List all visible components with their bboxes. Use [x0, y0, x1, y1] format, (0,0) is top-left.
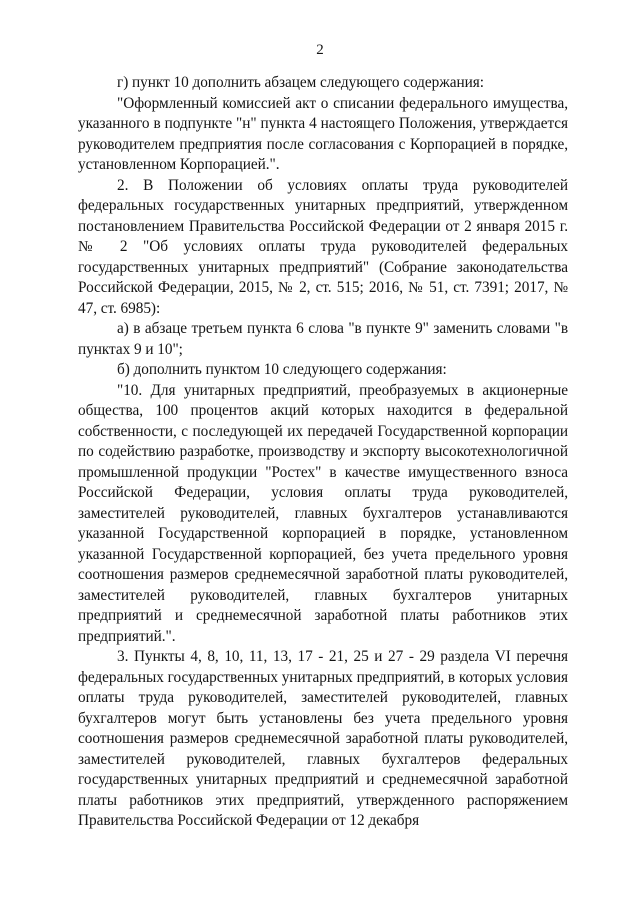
paragraph-section-2: 2. В Положении об условиях оплаты труда руководителей федеральных государственных унитарных предприятий, утвержденном постановлением Правительства Российской Федерации от 2 января 2015 г. № 2 "Об условиях оплаты труда руководителей федеральных государственных унитарных предприятий" (Собрание законодательства Российской Федерации, 2015, № 2, ст. 515; 2016, № 51, ст. 7391; 2017, № 47, ст. 6985): [78, 176, 568, 317]
paragraph-item-g: г) пункт 10 дополнить абзацем следующего содержания: [117, 74, 484, 91]
paragraph-quoted-act-text: "Оформленный комиссией акт о списании федерального имущества, указанного в подпункте "н" пункта 4 настоящего Положения, утверждается руководителем предприятия после согласования с Корпорацией в порядке, установленном Корпорацией.". [78, 94, 568, 173]
paragraph-item-b: б) дополнить пунктом 10 следующего содержания: [117, 361, 447, 378]
page-number: 2 [316, 42, 324, 58]
document-body [78, 73, 568, 832]
paragraph-quoted-point-10: "10. Для унитарных предприятий, преобразуемых в акционерные общества, 100 процентов акций которых находится в федеральной собственности, с последующей их передачей Государственной корпорации по содействию разработке, производству и экспорту высокотехнологичной промышленной продукции "Ростех" в качестве имущественного взноса Российской Федерации, условия оплаты труда руководителей, заместителей руководителей, главных бухгалтеров устанавливаются указанной Государственной корпорацией в порядке, установленном указанной Государственной корпорацией, без учета предельного уровня соотношения размеров среднемесячной заработной платы руководителей, заместителей руководителей, главных бухгалтеров унитарных предприятий и среднемесячной заработной платы работников этих предприятий.". [78, 381, 568, 645]
paragraph-section-3: 3. Пункты 4, 8, 10, 11, 13, 17 - 21, 25 и 27 - 29 раздела VI перечня федеральных государственных унитарных предприятий, в которых условия оплаты труда руководителей, заместителей руководителей, главных бухгалтеров могут быть установлены без учета предельного уровня соотношения размеров среднемесячной заработной платы руководителей, заместителей руководителей, главных бухгалтеров федеральных государственных унитарных предприятий и среднемесячной заработной платы работников этих предприятий, утвержденного распоряжением Правительства Российской Федерации от 12 декабря [78, 648, 568, 829]
paragraph-item-a: а) в абзаце третьем пункта 6 слова "в пункте 9" заменить словами "в пунктах 9 и 10"; [78, 320, 568, 358]
